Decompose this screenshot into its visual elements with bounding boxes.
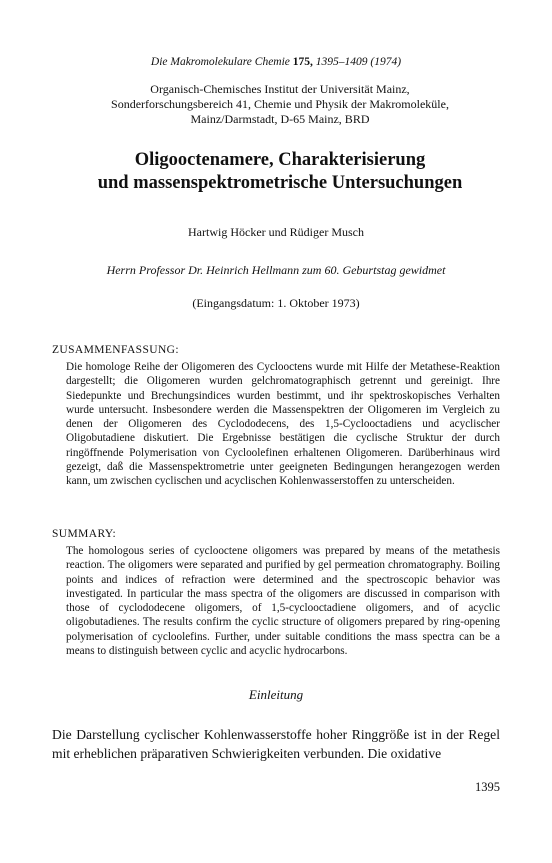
journal-pages-year: 1395–1409 (1974) xyxy=(315,56,402,68)
dedication: Herrn Professor Dr. Heinrich Hellmann zum 60. Geburtstag gewidmet xyxy=(106,263,446,277)
affiliation-line: Mainz/Darmstadt, D-65 Mainz, BRD xyxy=(190,112,370,126)
zusammenfassung-text: Die homologe Reihe der Oligomeren des Cyclooctens wurde mit Hilfe der Metathese-Reaktion dargestellt; die Oligomeren wurden gelchromatographisch getrennt und gereinigt. Ihre Siedepunkte und Brechungsindices wurden bestimmt, und ihr spektroskopisches Verhalten wurde untersucht. Insbesondere werden die Massenspektren der Oligomeren im Vergleich zu denen der Oligomeren des Cyclododecens, des 1,5-Cyclooctadiens und acyclischer Oligobutadiene diskutiert. Die Ergebnisse bestätigen die cyclische Struktur der durch ringöffnende Polymerisation von Cycloolefinen erhaltenen Oligomeren. Darüberhinaus wird gezeigt, daß die Massenspektrometrie unter geeigneten Bedingungen herangezogen werden kann, um zwischen cyclischen und acyclischen Kohlenwasserstoffen zu unterscheiden. xyxy=(66,361,500,488)
section-heading: Einleitung xyxy=(248,687,304,702)
title-line: Oligooctenamere, Charakterisierung xyxy=(134,150,426,170)
paper-title xyxy=(40,149,520,195)
journal-citation xyxy=(0,56,552,68)
received-date: (Eingangsdatum: 1. Oktober 1973) xyxy=(192,296,360,310)
title-line: und massenspektrometrische Untersuchungen xyxy=(97,173,463,193)
affiliation-line: Sonderforschungsbereich 41, Chemie und Physik der Makromoleküle, xyxy=(111,97,449,111)
journal-volume: 175, xyxy=(292,56,313,68)
zusammenfassung-heading: ZUSAMMENFASSUNG: xyxy=(52,344,179,356)
journal-name: Die Makromolekulare Chemie xyxy=(150,56,290,68)
authors: Hartwig Höcker und Rüdiger Musch xyxy=(188,225,364,239)
summary-heading: SUMMARY: xyxy=(52,528,117,540)
page-number: 1395 xyxy=(475,780,500,794)
affiliation-line: Organisch-Chemisches Institut der Universität Mainz, xyxy=(150,82,410,96)
affiliation xyxy=(60,82,500,127)
body-paragraph: Die Darstellung cyclischer Kohlenwasserstoffe hoher Ringgröße ist in der Regel mit erheblichen präparativen Schwierigkeiten verbunden. Die oxidative xyxy=(52,727,500,761)
summary-text: The homologous series of cyclooctene oligomers was prepared by means of the metathesis reaction. The oligomers were separated and purified by gel permeation chromatography. Boiling points and indices of refraction were determined and the spectroscopic behavior was investigated. In particular the mass spectra of the oligomers are discussed in comparison with those of cyclododecene oligomers, of 1,5-cyclooctadiene oligomers, and of acyclic oligobutadienes. The results confirm the cyclic structure of oligomers prepared by ring-opening polymerisation of cycloolefins. Further, under suitable conditions the mass spectra can be a means to distinguish between cyclic and acyclic hydrocarbons. xyxy=(66,545,500,658)
